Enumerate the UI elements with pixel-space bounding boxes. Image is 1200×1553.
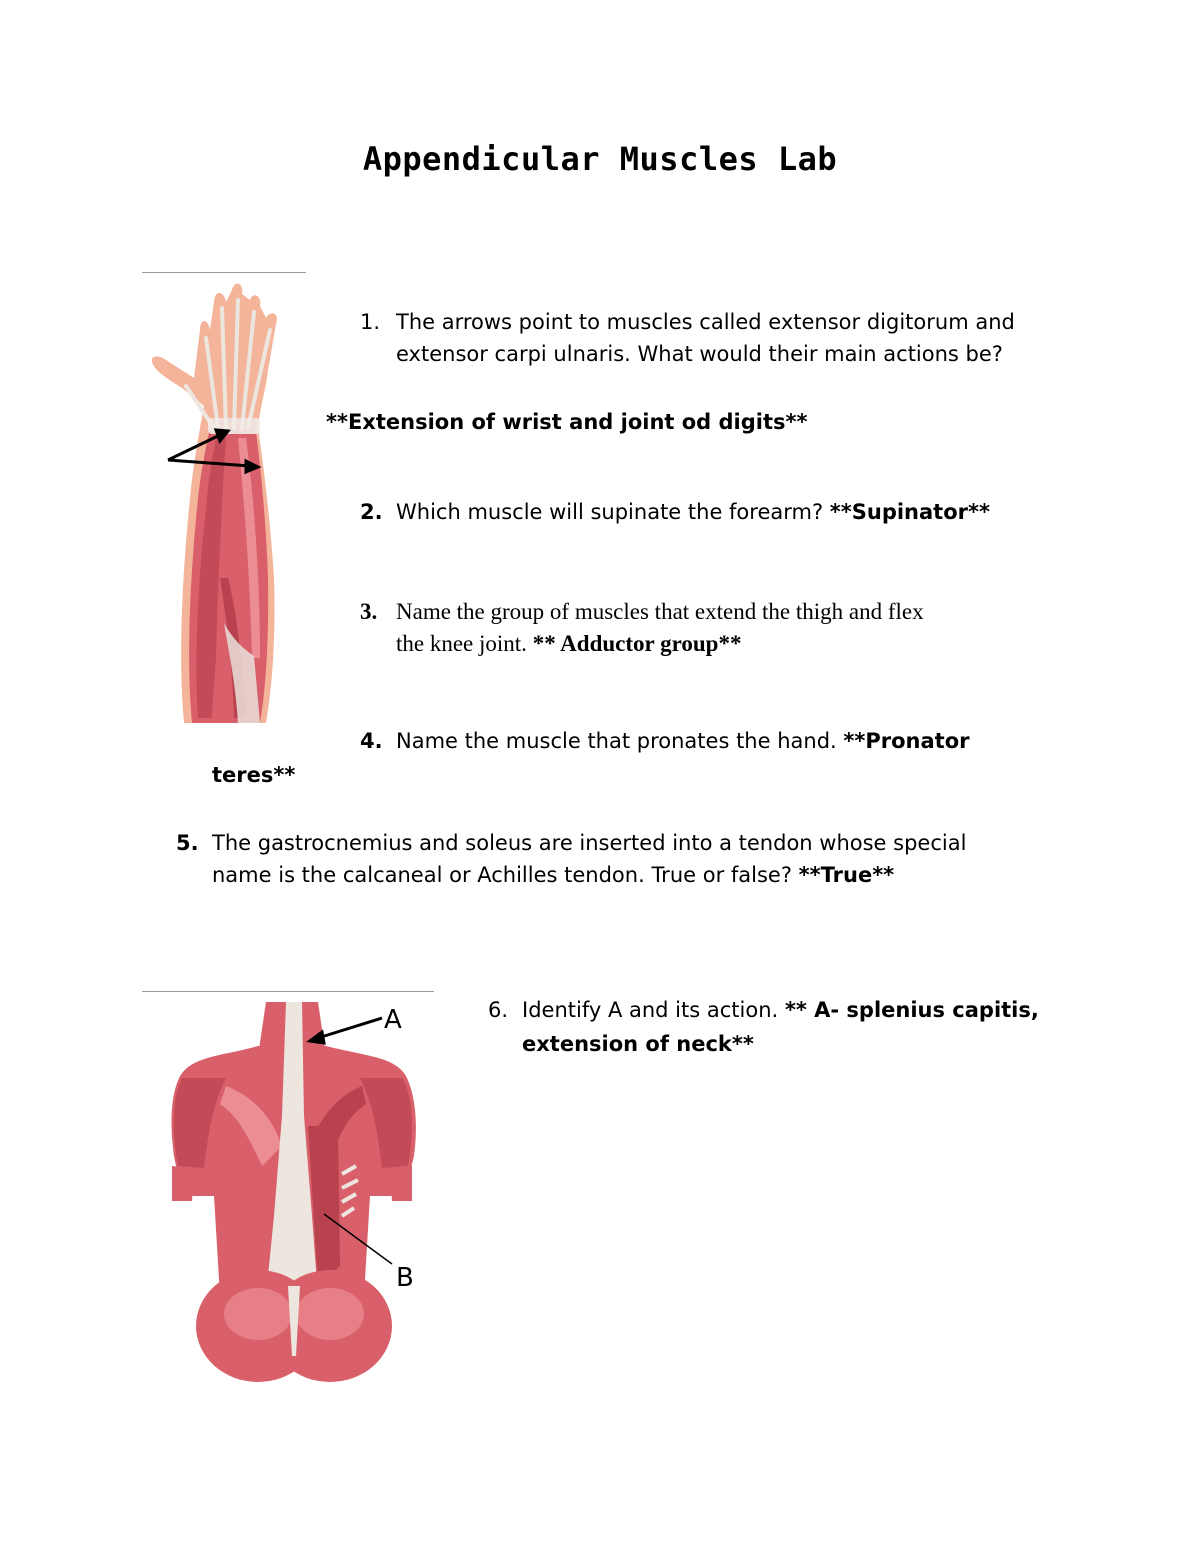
back-muscle-figure [142, 996, 442, 1391]
question-2-number: 2. [360, 500, 383, 524]
question-4-text: Name the muscle that pronates the hand. [396, 729, 844, 753]
question-3-number: 3. [360, 599, 378, 624]
question-3-line-2: the knee joint. [396, 631, 533, 656]
answer-3: ** Adductor group** [532, 631, 742, 656]
question-2 [360, 496, 1096, 528]
question-4 [360, 725, 1096, 757]
answer-5: **True** [798, 863, 895, 887]
question-5-line-1: The gastrocnemius and soleus are inserted into a tendon whose special [212, 831, 967, 855]
question-6-number: 6. [488, 998, 509, 1022]
answer-6-part-1: ** A- splenius capitis, [784, 998, 1039, 1022]
question-1-line-2: extensor carpi ulnaris. What would their main actions be? [396, 342, 1003, 366]
label-b: B [396, 1263, 414, 1293]
figure-rule-top [142, 272, 306, 273]
question-1 [360, 306, 1096, 370]
answer-4-part-2: teres** [212, 763, 296, 787]
question-1-line-1: The arrows point to muscles called extensor digitorum and [396, 310, 1015, 334]
question-5-number: 5. [176, 831, 199, 855]
question-1-number: 1. [360, 310, 381, 334]
figure-rule-bottom [142, 991, 434, 992]
question-6-text: Identify A and its action. [522, 998, 785, 1022]
answer-1: **Extension of wrist and joint od digits** [326, 410, 808, 434]
question-6 [488, 994, 1142, 1060]
question-3 [360, 596, 1096, 660]
answer-4-part-1: **Pronator [843, 729, 970, 753]
question-2-text: Which muscle will supinate the forearm? [396, 500, 830, 524]
label-a: A [384, 1005, 402, 1035]
question-5-line-2: name is the calcaneal or Achilles tendon. True or false? [212, 863, 799, 887]
page-title: Appendicular Muscles Lab [362, 140, 838, 178]
question-4-number: 4. [360, 729, 383, 753]
answer-2: **Supinator** [829, 500, 990, 524]
question-3-line-1: Name the group of muscles that extend the thigh and flex [396, 599, 924, 624]
question-5 [176, 827, 1112, 891]
forearm-muscle-figure [142, 278, 312, 728]
answer-6-part-2: extension of neck** [522, 1032, 754, 1056]
